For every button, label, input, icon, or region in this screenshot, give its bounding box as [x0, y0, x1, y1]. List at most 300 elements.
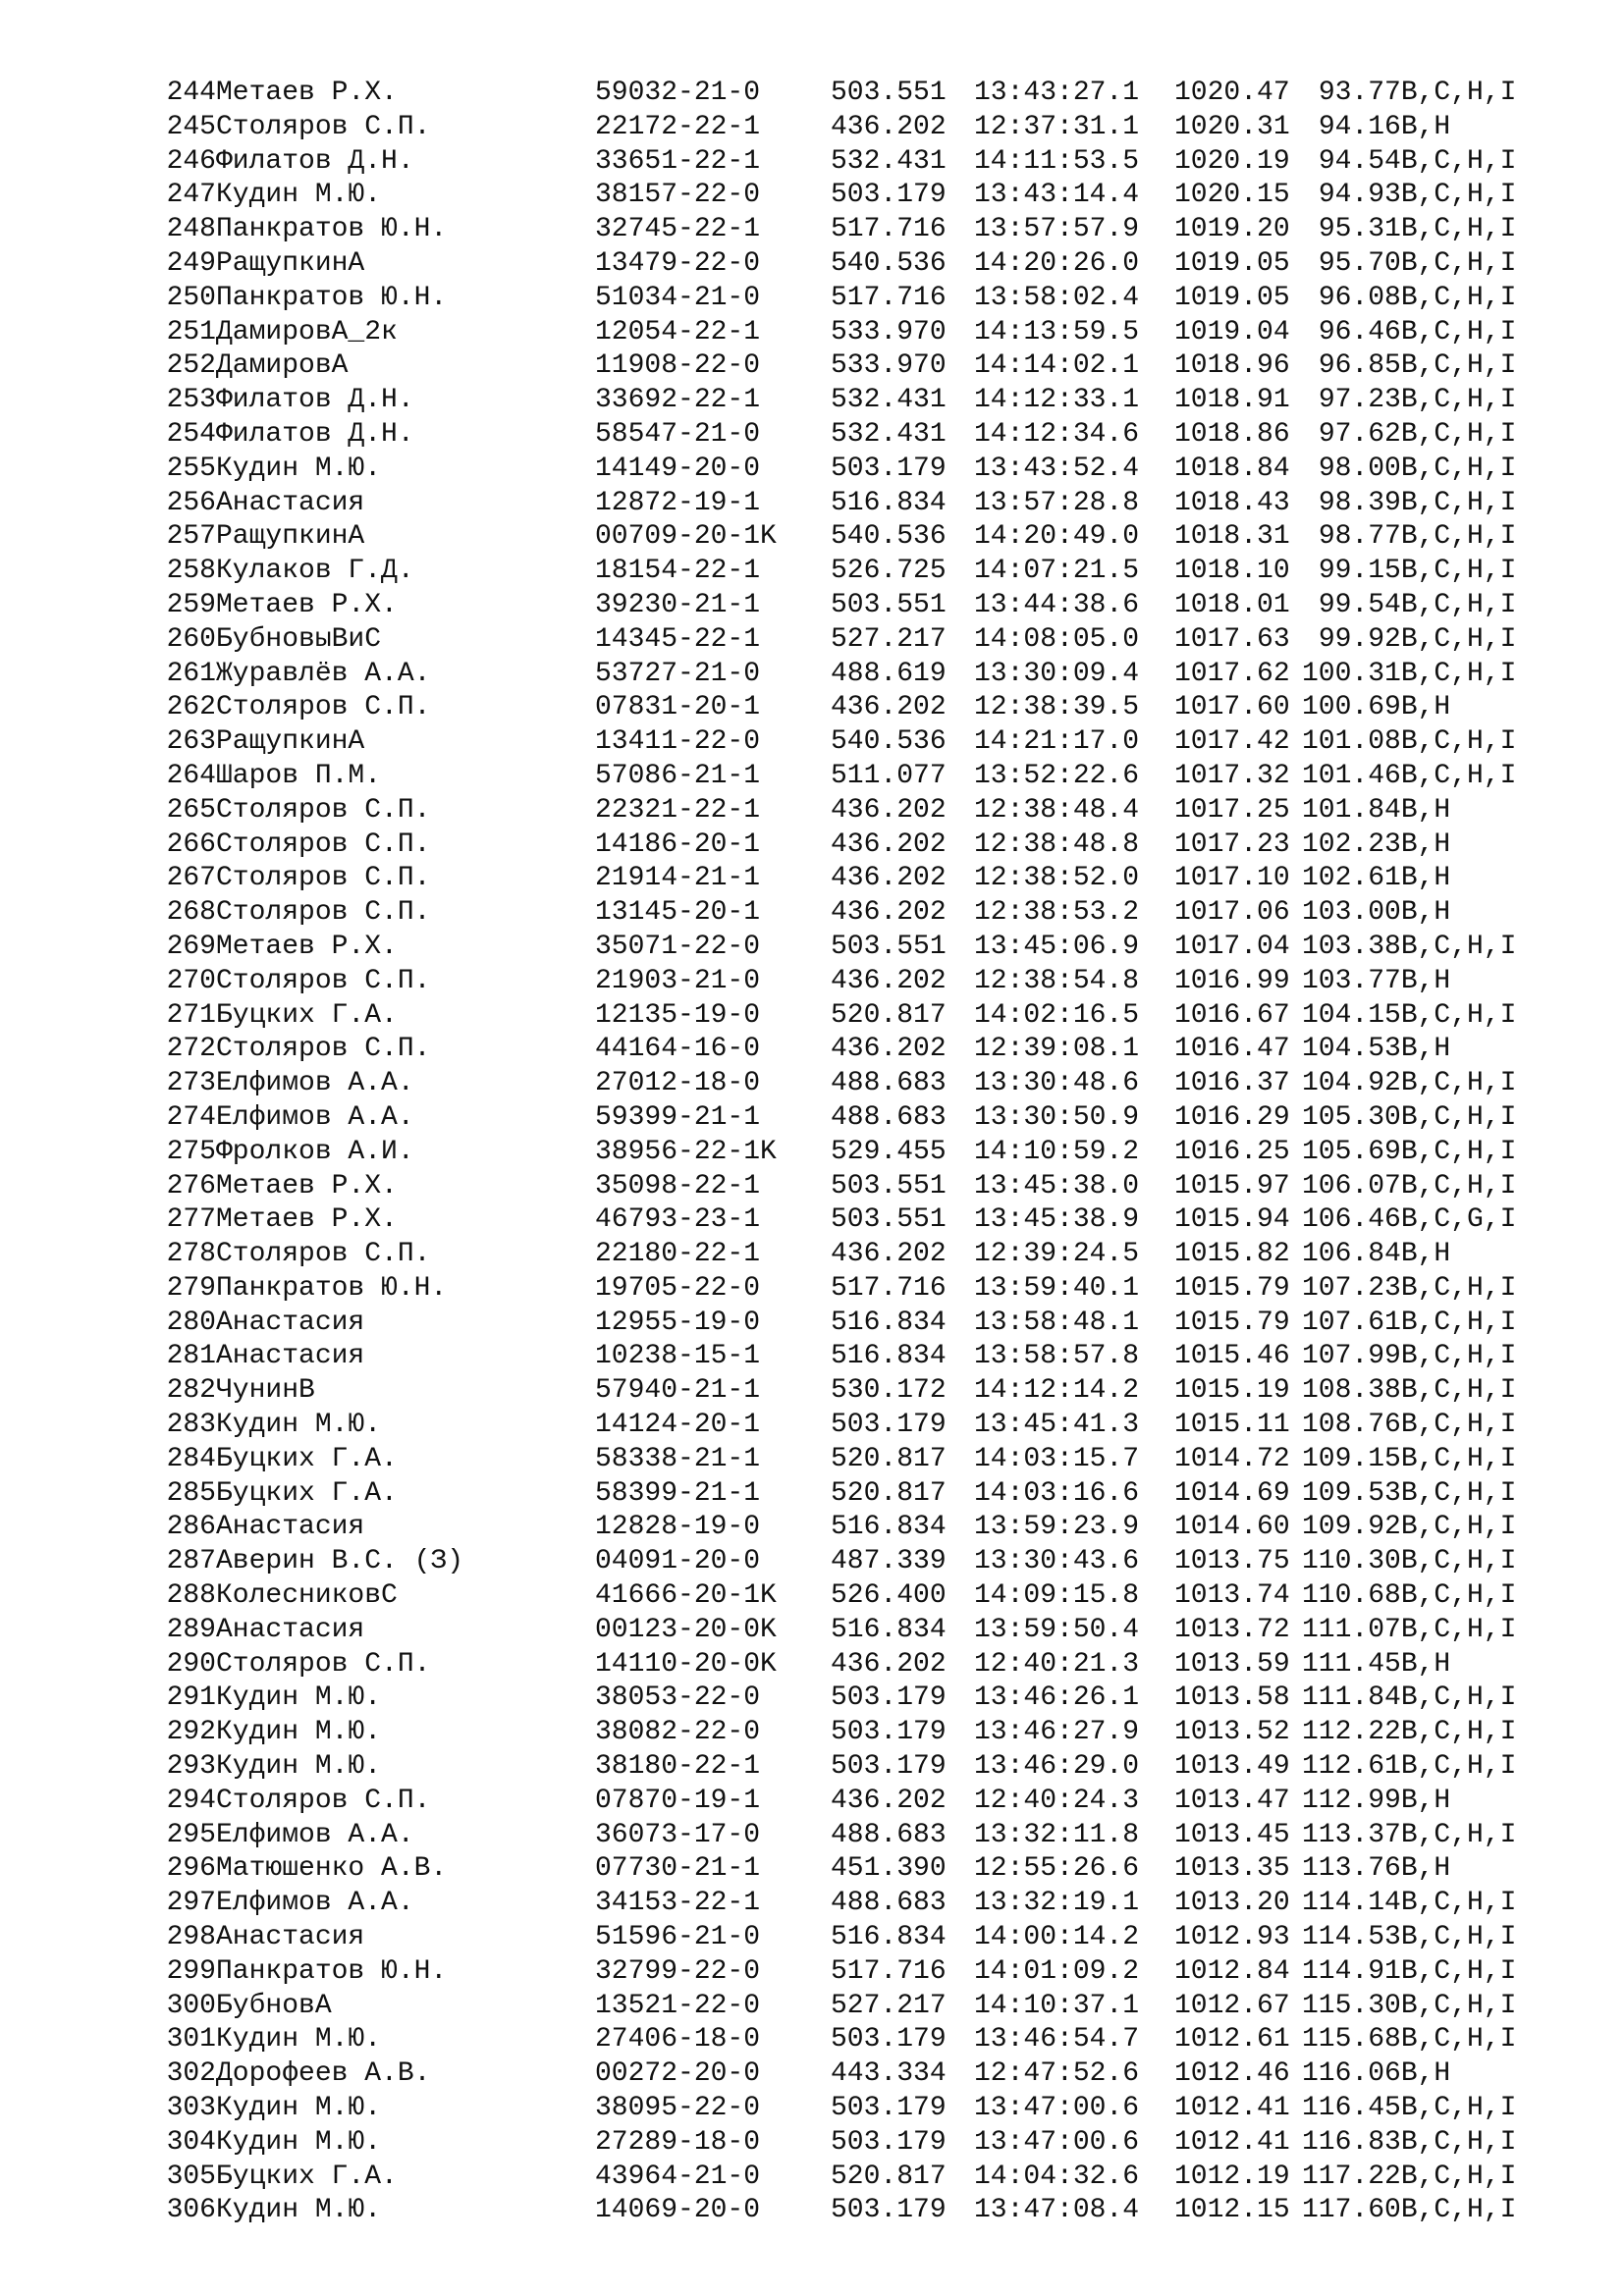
distance-cell: 503.179	[831, 1717, 947, 1748]
arrival-time-cell: 13:59:50.4	[974, 1614, 1140, 1645]
ring-number-cell: 36073-17-0	[595, 1819, 761, 1850]
place-cell: 275	[166, 1136, 216, 1167]
arrival-time-cell: 14:20:49.0	[974, 521, 1140, 553]
place-cell: 294	[166, 1785, 216, 1816]
place-cell: 296	[166, 1853, 216, 1885]
categories-cell: B,C,H,I	[1400, 350, 1517, 382]
fancier-name-cell: КолесниковС	[216, 1580, 398, 1612]
place-cell: 250	[166, 282, 216, 313]
categories-cell: B,C,H,I	[1400, 521, 1517, 553]
fancier-name-cell: Метаев Р.Х.	[216, 589, 398, 620]
place-cell: 270	[166, 965, 216, 996]
table-row	[142, 1511, 1568, 1545]
ring-number-cell: 57940-21-1	[595, 1375, 761, 1407]
speed-cell: 1018.96	[1174, 350, 1290, 382]
table-row	[142, 623, 1568, 658]
coefficient-cell: 109.15	[1302, 1443, 1401, 1474]
place-cell: 278	[166, 1239, 216, 1270]
categories-cell: B,C,H,I	[1400, 282, 1517, 313]
fancier-name-cell: РащупкинА	[216, 521, 365, 553]
arrival-time-cell: 12:39:08.1	[974, 1034, 1140, 1065]
ring-number-cell: 32745-22-1	[595, 214, 761, 245]
table-row	[142, 1921, 1568, 1955]
distance-cell: 488.683	[831, 1068, 947, 1099]
table-row	[142, 1887, 1568, 1921]
arrival-time-cell: 13:57:57.9	[974, 214, 1140, 245]
ring-number-cell: 33651-22-1	[595, 145, 761, 177]
distance-cell: 436.202	[831, 1239, 947, 1270]
speed-cell: 1016.25	[1174, 1136, 1290, 1167]
speed-cell: 1015.11	[1174, 1410, 1290, 1441]
ring-number-cell: 13479-22-0	[595, 247, 761, 279]
categories-cell: B,C,H,I	[1400, 1443, 1517, 1474]
coefficient-cell: 111.07	[1302, 1614, 1401, 1645]
coefficient-cell: 94.93	[1318, 180, 1401, 211]
table-row	[142, 1819, 1568, 1853]
ring-number-cell: 21914-21-1	[595, 863, 761, 894]
coefficient-cell: 108.76	[1302, 1410, 1401, 1441]
arrival-time-cell: 13:43:27.1	[974, 78, 1140, 108]
fancier-name-cell: ЧунинВ	[216, 1375, 315, 1407]
fancier-name-cell: ДамировА	[216, 350, 349, 382]
categories-cell: B,C,H,I	[1400, 1068, 1517, 1099]
speed-cell: 1018.84	[1174, 453, 1290, 484]
speed-cell: 1020.31	[1174, 111, 1290, 142]
categories-cell: B,H	[1400, 2058, 1451, 2090]
table-row	[142, 999, 1568, 1034]
distance-cell: 488.683	[831, 1101, 947, 1133]
results-table-body	[142, 77, 1568, 2228]
distance-cell: 517.716	[831, 282, 947, 313]
fancier-name-cell: Буцких Г.А.	[216, 999, 398, 1031]
arrival-time-cell: 13:59:23.9	[974, 1512, 1140, 1543]
speed-cell: 1013.52	[1174, 1717, 1290, 1748]
coefficient-cell: 112.61	[1302, 1751, 1401, 1783]
arrival-time-cell: 13:57:28.8	[974, 487, 1140, 518]
place-cell: 254	[166, 418, 216, 450]
arrival-time-cell: 13:52:22.6	[974, 760, 1140, 791]
categories-cell: B,C,H,I	[1400, 1272, 1517, 1304]
categories-cell: B,C,H,I	[1400, 2126, 1517, 2158]
table-row	[142, 1340, 1568, 1374]
table-row	[142, 1955, 1568, 1990]
table-row	[142, 453, 1568, 487]
categories-cell: B,C,H,I	[1400, 418, 1517, 450]
distance-cell: 540.536	[831, 726, 947, 758]
fancier-name-cell: Кудин М.Ю.	[216, 1682, 382, 1714]
categories-cell: B,C,H,I	[1400, 2093, 1517, 2124]
table-row	[142, 247, 1568, 282]
categories-cell: B,H	[1400, 1853, 1451, 1885]
coefficient-cell: 112.22	[1302, 1717, 1401, 1748]
coefficient-cell: 98.00	[1318, 453, 1401, 484]
table-row	[142, 520, 1568, 555]
place-cell: 260	[166, 623, 216, 655]
fancier-name-cell: Анастасия	[216, 487, 365, 518]
fancier-name-cell: Аверин В.С. (З)	[216, 1546, 464, 1577]
speed-cell: 1014.60	[1174, 1512, 1290, 1543]
arrival-time-cell: 13:45:06.9	[974, 931, 1140, 962]
categories-cell: B,C,H,I	[1400, 999, 1517, 1031]
coefficient-cell: 115.30	[1302, 1990, 1401, 2021]
categories-cell: B,C,H,I	[1400, 1410, 1517, 1441]
ring-number-cell: 38180-22-1	[595, 1751, 761, 1783]
fancier-name-cell: Столяров С.П.	[216, 111, 431, 142]
distance-cell: 503.179	[831, 1751, 947, 1783]
ring-number-cell: 53727-21-0	[595, 658, 761, 689]
distance-cell: 503.179	[831, 180, 947, 211]
distance-cell: 488.683	[831, 1819, 947, 1850]
speed-cell: 1012.41	[1174, 2126, 1290, 2158]
distance-cell: 503.551	[831, 931, 947, 962]
fancier-name-cell: Филатов Д.Н.	[216, 385, 414, 416]
table-row	[142, 1101, 1568, 1136]
categories-cell: B,C,H,I	[1400, 1477, 1517, 1509]
coefficient-cell: 101.08	[1302, 726, 1401, 758]
coefficient-cell: 114.53	[1302, 1922, 1401, 1953]
categories-cell: B,C,G,I	[1400, 1204, 1517, 1236]
categories-cell: B,C,H,I	[1400, 1512, 1517, 1543]
speed-cell: 1016.99	[1174, 965, 1290, 996]
fancier-name-cell: Метаев Р.Х.	[216, 1170, 398, 1201]
table-row	[142, 1785, 1568, 1819]
ring-number-cell: 22172-22-1	[595, 111, 761, 142]
table-row	[142, 1238, 1568, 1272]
speed-cell: 1015.97	[1174, 1170, 1290, 1201]
coefficient-cell: 112.99	[1302, 1785, 1401, 1816]
arrival-time-cell: 14:13:59.5	[974, 316, 1140, 347]
speed-cell: 1017.62	[1174, 658, 1290, 689]
table-row	[142, 282, 1568, 316]
speed-cell: 1020.47	[1174, 78, 1290, 108]
fancier-name-cell: Панкратов Ю.Н.	[216, 282, 448, 313]
table-row	[142, 1477, 1568, 1512]
distance-cell: 516.834	[831, 1341, 947, 1372]
arrival-time-cell: 13:47:00.6	[974, 2126, 1140, 2158]
speed-cell: 1013.75	[1174, 1546, 1290, 1577]
speed-cell: 1018.31	[1174, 521, 1290, 553]
distance-cell: 503.551	[831, 1204, 947, 1236]
speed-cell: 1012.84	[1174, 1955, 1290, 1987]
distance-cell: 436.202	[831, 1034, 947, 1065]
coefficient-cell: 100.69	[1302, 692, 1401, 723]
ring-number-cell: 35098-22-1	[595, 1170, 761, 1201]
coefficient-cell: 106.84	[1302, 1239, 1401, 1270]
table-row	[142, 2161, 1568, 2195]
speed-cell: 1017.63	[1174, 623, 1290, 655]
fancier-name-cell: РащупкинА	[216, 247, 365, 279]
categories-cell: B,C,H,I	[1400, 385, 1517, 416]
speed-cell: 1013.47	[1174, 1785, 1290, 1816]
place-cell: 253	[166, 385, 216, 416]
categories-cell: B,C,H,I	[1400, 1717, 1517, 1748]
ring-number-cell: 33692-22-1	[595, 385, 761, 416]
coefficient-cell: 110.30	[1302, 1546, 1401, 1577]
distance-cell: 527.217	[831, 1990, 947, 2021]
speed-cell: 1017.06	[1174, 897, 1290, 929]
place-cell: 263	[166, 726, 216, 758]
categories-cell: B,C,H,I	[1400, 1751, 1517, 1783]
speed-cell: 1017.32	[1174, 760, 1290, 791]
distance-cell: 487.339	[831, 1546, 947, 1577]
place-cell: 299	[166, 1955, 216, 1987]
distance-cell: 517.716	[831, 1955, 947, 1987]
arrival-time-cell: 13:44:38.6	[974, 589, 1140, 620]
fancier-name-cell: Столяров С.П.	[216, 828, 431, 860]
arrival-time-cell: 14:10:37.1	[974, 1990, 1140, 2021]
ring-number-cell: 41666-20-1K	[595, 1580, 777, 1612]
place-cell: 251	[166, 316, 216, 347]
coefficient-cell: 116.83	[1302, 2126, 1401, 2158]
coefficient-cell: 103.38	[1302, 931, 1401, 962]
categories-cell: B,H	[1400, 794, 1451, 826]
fancier-name-cell: Елфимов А.А.	[216, 1888, 414, 1919]
categories-cell: B,C,H,I	[1400, 658, 1517, 689]
table-row	[142, 1579, 1568, 1614]
fancier-name-cell: Кудин М.Ю.	[216, 180, 382, 211]
ring-number-cell: 27012-18-0	[595, 1068, 761, 1099]
place-cell: 303	[166, 2093, 216, 2124]
fancier-name-cell: Кудин М.Ю.	[216, 1410, 382, 1441]
coefficient-cell: 93.77	[1318, 78, 1401, 108]
arrival-time-cell: 14:00:14.2	[974, 1922, 1140, 1953]
distance-cell: 526.400	[831, 1580, 947, 1612]
table-row	[142, 111, 1568, 145]
categories-cell: B,H	[1400, 1648, 1451, 1680]
arrival-time-cell: 14:21:17.0	[974, 726, 1140, 758]
place-cell: 290	[166, 1648, 216, 1680]
distance-cell: 516.834	[831, 1512, 947, 1543]
coefficient-cell: 101.46	[1302, 760, 1401, 791]
ring-number-cell: 58399-21-1	[595, 1477, 761, 1509]
fancier-name-cell: Столяров С.П.	[216, 692, 431, 723]
distance-cell: 488.683	[831, 1888, 947, 1919]
table-row	[142, 2194, 1568, 2228]
ring-number-cell: 35071-22-0	[595, 931, 761, 962]
arrival-time-cell: 13:58:48.1	[974, 1307, 1140, 1338]
ring-number-cell: 12054-22-1	[595, 316, 761, 347]
fancier-name-cell: Кулаков Г.Д.	[216, 556, 414, 587]
arrival-time-cell: 14:08:05.0	[974, 623, 1140, 655]
ring-number-cell: 13521-22-0	[595, 1990, 761, 2021]
speed-cell: 1015.94	[1174, 1204, 1290, 1236]
place-cell: 297	[166, 1888, 216, 1919]
coefficient-cell: 99.92	[1318, 623, 1401, 655]
coefficient-cell: 117.60	[1302, 2195, 1401, 2226]
arrival-time-cell: 12:39:24.5	[974, 1239, 1140, 1270]
speed-cell: 1013.49	[1174, 1751, 1290, 1783]
categories-cell: B,C,H,I	[1400, 453, 1517, 484]
arrival-time-cell: 13:45:38.9	[974, 1204, 1140, 1236]
table-row	[142, 1682, 1568, 1716]
place-cell: 304	[166, 2126, 216, 2158]
arrival-time-cell: 13:47:00.6	[974, 2093, 1140, 2124]
place-cell: 305	[166, 2161, 216, 2192]
arrival-time-cell: 14:03:15.7	[974, 1443, 1140, 1474]
place-cell: 284	[166, 1443, 216, 1474]
ring-number-cell: 13411-22-0	[595, 726, 761, 758]
arrival-time-cell: 13:59:40.1	[974, 1272, 1140, 1304]
arrival-time-cell: 14:20:26.0	[974, 247, 1140, 279]
speed-cell: 1019.05	[1174, 282, 1290, 313]
fancier-name-cell: Метаев Р.Х.	[216, 78, 398, 108]
coefficient-cell: 111.45	[1302, 1648, 1401, 1680]
ring-number-cell: 57086-21-1	[595, 760, 761, 791]
categories-cell: B,C,H,I	[1400, 1990, 1517, 2021]
speed-cell: 1017.23	[1174, 828, 1290, 860]
fancier-name-cell: Буцких Г.А.	[216, 2161, 398, 2192]
ring-number-cell: 00272-20-0	[595, 2058, 761, 2090]
place-cell: 261	[166, 658, 216, 689]
distance-cell: 436.202	[831, 794, 947, 826]
speed-cell: 1019.05	[1174, 247, 1290, 279]
arrival-time-cell: 13:43:14.4	[974, 180, 1140, 211]
table-row	[142, 179, 1568, 213]
speed-cell: 1013.58	[1174, 1682, 1290, 1714]
fancier-name-cell: Метаев Р.Х.	[216, 1204, 398, 1236]
speed-cell: 1016.37	[1174, 1068, 1290, 1099]
table-row	[142, 77, 1568, 111]
arrival-time-cell: 14:09:15.8	[974, 1580, 1140, 1612]
fancier-name-cell: Столяров С.П.	[216, 1034, 431, 1065]
speed-cell: 1018.91	[1174, 385, 1290, 416]
fancier-name-cell: Метаев Р.Х.	[216, 931, 398, 962]
speed-cell: 1019.20	[1174, 214, 1290, 245]
speed-cell: 1016.29	[1174, 1101, 1290, 1133]
arrival-time-cell: 13:30:43.6	[974, 1546, 1140, 1577]
coefficient-cell: 102.61	[1302, 863, 1401, 894]
coefficient-cell: 113.76	[1302, 1853, 1401, 1885]
arrival-time-cell: 12:38:39.5	[974, 692, 1140, 723]
speed-cell: 1012.15	[1174, 2195, 1290, 2226]
place-cell: 283	[166, 1410, 216, 1441]
coefficient-cell: 103.77	[1302, 965, 1401, 996]
speed-cell: 1016.67	[1174, 999, 1290, 1031]
categories-cell: B,C,H,I	[1400, 589, 1517, 620]
arrival-time-cell: 12:47:52.6	[974, 2058, 1140, 2090]
speed-cell: 1013.35	[1174, 1853, 1290, 1885]
place-cell: 285	[166, 1477, 216, 1509]
speed-cell: 1017.10	[1174, 863, 1290, 894]
distance-cell: 517.716	[831, 214, 947, 245]
categories-cell: B,C,H,I	[1400, 1170, 1517, 1201]
coefficient-cell: 114.91	[1302, 1955, 1401, 1987]
coefficient-cell: 105.69	[1302, 1136, 1401, 1167]
coefficient-cell: 114.14	[1302, 1888, 1401, 1919]
coefficient-cell: 98.77	[1318, 521, 1401, 553]
place-cell: 298	[166, 1922, 216, 1953]
coefficient-cell: 99.15	[1318, 556, 1401, 587]
categories-cell: B,C,H,I	[1400, 316, 1517, 347]
place-cell: 255	[166, 453, 216, 484]
coefficient-cell: 104.15	[1302, 999, 1401, 1031]
table-row	[142, 862, 1568, 896]
distance-cell: 436.202	[831, 828, 947, 860]
coefficient-cell: 95.31	[1318, 214, 1401, 245]
arrival-time-cell: 12:38:52.0	[974, 863, 1140, 894]
table-row	[142, 896, 1568, 931]
categories-cell: B,H	[1400, 965, 1451, 996]
distance-cell: 532.431	[831, 418, 947, 450]
categories-cell: B,C,H,I	[1400, 1580, 1517, 1612]
table-row	[142, 1750, 1568, 1785]
coefficient-cell: 107.23	[1302, 1272, 1401, 1304]
place-cell: 302	[166, 2058, 216, 2090]
speed-cell: 1013.72	[1174, 1614, 1290, 1645]
categories-cell: B,H	[1400, 828, 1451, 860]
ring-number-cell: 14069-20-0	[595, 2195, 761, 2226]
speed-cell: 1018.01	[1174, 589, 1290, 620]
ring-number-cell: 39230-21-1	[595, 589, 761, 620]
arrival-time-cell: 12:40:24.3	[974, 1785, 1140, 1816]
place-cell: 287	[166, 1546, 216, 1577]
ring-number-cell: 22321-22-1	[595, 794, 761, 826]
fancier-name-cell: ДамировА_2к	[216, 316, 398, 347]
coefficient-cell: 109.53	[1302, 1477, 1401, 1509]
coefficient-cell: 96.46	[1318, 316, 1401, 347]
ring-number-cell: 12872-19-1	[595, 487, 761, 518]
ring-number-cell: 34153-22-1	[595, 1888, 761, 1919]
distance-cell: 533.970	[831, 316, 947, 347]
distance-cell: 451.390	[831, 1853, 947, 1885]
fancier-name-cell: Анастасия	[216, 1307, 365, 1338]
place-cell: 265	[166, 794, 216, 826]
fancier-name-cell: Фролков А.И.	[216, 1136, 414, 1167]
categories-cell: B,C,H,I	[1400, 931, 1517, 962]
place-cell: 268	[166, 897, 216, 929]
ring-number-cell: 14110-20-0K	[595, 1648, 777, 1680]
categories-cell: B,C,H,I	[1400, 1922, 1517, 1953]
ring-number-cell: 18154-22-1	[595, 556, 761, 587]
place-cell: 258	[166, 556, 216, 587]
categories-cell: B,C,H,I	[1400, 1375, 1517, 1407]
distance-cell: 503.179	[831, 2195, 947, 2226]
fancier-name-cell: Анастасия	[216, 1922, 365, 1953]
distance-cell: 436.202	[831, 863, 947, 894]
speed-cell: 1012.67	[1174, 1990, 1290, 2021]
distance-cell: 503.551	[831, 1170, 947, 1201]
place-cell: 252	[166, 350, 216, 382]
categories-cell: B,C,H,I	[1400, 1614, 1517, 1645]
table-row	[142, 1443, 1568, 1477]
place-cell: 276	[166, 1170, 216, 1201]
coefficient-cell: 94.54	[1318, 145, 1401, 177]
coefficient-cell: 102.23	[1302, 828, 1401, 860]
categories-cell: B,C,H,I	[1400, 487, 1517, 518]
coefficient-cell: 117.22	[1302, 2161, 1401, 2192]
fancier-name-cell: Анастасия	[216, 1341, 365, 1372]
fancier-name-cell: Столяров С.П.	[216, 1785, 431, 1816]
arrival-time-cell: 12:38:48.8	[974, 828, 1140, 860]
place-cell: 306	[166, 2195, 216, 2226]
distance-cell: 527.217	[831, 623, 947, 655]
speed-cell: 1012.41	[1174, 2093, 1290, 2124]
fancier-name-cell: Кудин М.Ю.	[216, 1751, 382, 1783]
place-cell: 247	[166, 180, 216, 211]
speed-cell: 1018.86	[1174, 418, 1290, 450]
table-row	[142, 589, 1568, 623]
ring-number-cell: 38082-22-0	[595, 1717, 761, 1748]
coefficient-cell: 96.08	[1318, 282, 1401, 313]
fancier-name-cell: Столяров С.П.	[216, 794, 431, 826]
categories-cell: B,C,H,I	[1400, 180, 1517, 211]
table-row	[142, 1409, 1568, 1443]
place-cell: 295	[166, 1819, 216, 1850]
table-row	[142, 555, 1568, 589]
speed-cell: 1013.74	[1174, 1580, 1290, 1612]
fancier-name-cell: Филатов Д.Н.	[216, 418, 414, 450]
distance-cell: 516.834	[831, 1307, 947, 1338]
